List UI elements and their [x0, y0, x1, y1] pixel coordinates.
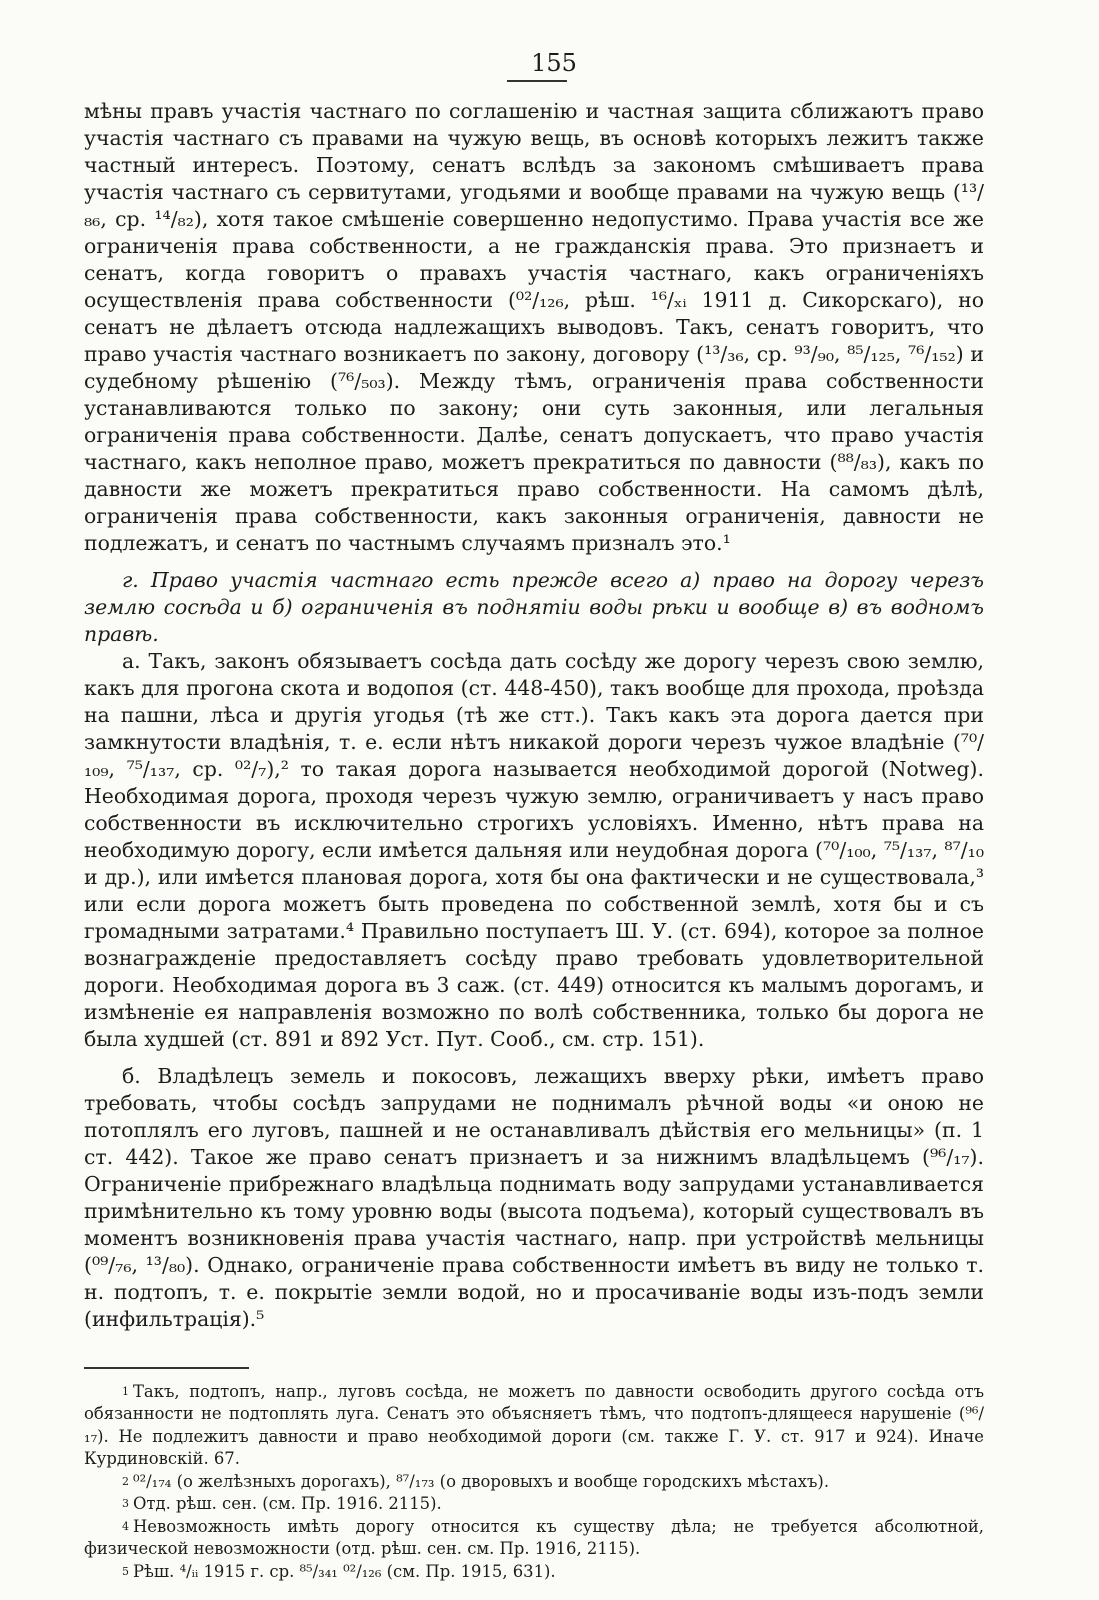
footnote-5: [84, 1561, 984, 1584]
footnote-text: Такъ, подтопъ, напр., луговъ сосѣда, не можетъ по давности освободить другого сосѣда отъ обязанности не подтоплять луга. Сенатъ это объясняетъ тѣмъ, что подтопъ-длящееся нарушеніе (⁹⁶/₁₇). Не подлежитъ давности и право необходимой дороги (см. также Г. У. ст. 917 и 924). Иначе Курдиновскій. 67.: [84, 1381, 984, 1468]
footnote-3: [84, 1493, 984, 1516]
footnote-2: [84, 1471, 984, 1494]
footnote-mark: 5: [122, 1564, 129, 1578]
paragraph-italic-heading: г. Право участія частнаго есть прежде всего а) право на дорогу черезъ землю сосѣда и б) ограниченія въ поднятіи воды рѣки и вообще в) въ водномъ правѣ.: [84, 568, 984, 646]
footnote-mark: 4: [122, 1519, 129, 1533]
footnote-mark: 1: [122, 1384, 129, 1398]
footnote-text: ⁰²/₁₇₄ (о желѣзныхъ дорогахъ), ⁸⁷/₁₇₃ (о дворовыхъ и вообще городскихъ мѣстахъ).: [133, 1471, 830, 1491]
footnote-text: Невозможность имѣть дорогу относится къ существу дѣла; не требуется абсолютной, физической невозможности (отд. рѣш. сен. см. Пр. 1916, 2115).: [84, 1516, 984, 1558]
footnote-divider: [84, 1367, 249, 1369]
page-number: 155: [531, 49, 577, 77]
footnotes: [84, 1381, 984, 1584]
paragraph: а. Такъ, законъ обязываетъ сосѣда дать сосѣду же дорогу черезъ свою землю, какъ для прогона скота и водопоя (ст. 448-450), такъ вообще для прохода, проѣзда на пашни, лѣса и другія угодья (тѣ же стт.). Такъ какъ эта дорога дается при замкнутости владѣнія, т. е. если нѣтъ никакой дороги черезъ чужое владѣніе (⁷⁰/₁₀₉, ⁷⁵/₁₃₇, ср. ⁰²/₇),² то такая дорога называется необходимой дорогой (Notweg). Необходимая дорога, проходя черезъ чужую землю, ограничиваетъ у насъ право собственности въ исключительно строгихъ условіяхъ. Именно, нѣтъ права на необходимую дорогу, если имѣется дальняя или неудобная дорога (⁷⁰/₁₀₀, ⁷⁵/₁₃₇, ⁸⁷/₁₀ и др.), или имѣется плановая дорога, хотя бы она фактически и не существовала,³ или если дорога можетъ быть проведена по собственной землѣ, хотя бы и съ громадными затратами.⁴ Правильно поступаетъ Ш. У. (ст. 694), которое за полное вознагражденіе предоставляетъ сосѣду право требовать удовлетворительной дороги. Необходимая дорога въ 3 саж. (ст. 449) относится къ малымъ дорогамъ, и измѣненіе ея направленія возможно по волѣ собственника, только бы дорога не была худшей (ст. 891 и 892 Уст. Пут. Сооб., см. стр. 151).: [84, 649, 984, 1051]
footnote-mark: 3: [122, 1497, 129, 1510]
footnote-text: Рѣш. ⁴/ᵢᵢ 1915 г. ср. ⁸⁵/₃₄₁ ⁰²/₁₂₆ (см. Пр. 1915, 631).: [133, 1561, 556, 1581]
paragraph: мѣны правъ участія частнаго по соглашенію и частная защита сближаютъ право участія частнаго съ правами на чужую вещь, въ основѣ которыхъ лежитъ также частный интересъ. Поэтому, сенатъ вслѣдъ за закономъ смѣшиваетъ права участія частнаго съ сервитутами, угодьями и вообще правами на чужую вещь (¹³/₈₆, ср. ¹⁴/₈₂), хотя такое смѣшеніе совершенно недопустимо. Права участія все же ограниченія права собственности, а не гражданскія права. Это признаетъ и сенатъ, когда говоритъ о правахъ участія частнаго, какъ ограниченіяхъ осуществленія права собственности (⁰²/₁₂₆, рѣш. ¹⁶/ₓᵢ 1911 д. Сикорскаго), но сенатъ не дѣлаетъ отсюда надлежащихъ выводовъ. Такъ, сенатъ говоритъ, что право участія частнаго возникаетъ по закону, договору (¹³/₃₆, ср. ⁹³/₉₀, ⁸⁵/₁₂₅, ⁷⁶/₁₅₂) и судебному рѣшенію (⁷⁶/₅₀₃). Между тѣмъ, ограниченія права собственности устанавливаются только по закону; они суть законныя, или легальныя ограниченія права собственности. Далѣе, сенатъ допускаетъ, что право участія частнаго, какъ неполное право, можетъ прекратиться по давности (⁸⁸/₈₃), какъ по давности же можетъ прекратиться право собственности. На самомъ дѣлѣ, ограниченія права собственности, какъ законныя ограниченія, давности не подлежатъ, и сенатъ по частнымъ случаямъ призналъ это.¹: [84, 99, 984, 555]
footnote-1: [84, 1381, 984, 1471]
footnote-4: [84, 1516, 984, 1561]
document-page: [84, 48, 984, 1583]
body-text: [84, 98, 984, 1333]
footnote-text: Отд. рѣш. сен. (см. Пр. 1916. 2115).: [133, 1494, 442, 1513]
paragraph: б. Владѣлецъ земель и покосовъ, лежащихъ вверху рѣки, имѣетъ право требовать, чтобы сосѣдъ запрудами не поднималъ рѣчной воды «и оною не потоплялъ его луговъ, пашней и не останавливалъ дѣйствія его мельницы» (п. 1 ст. 442). Такое же право сенатъ признаетъ и за нижнимъ владѣльцемъ (⁹⁶/₁₇). Ограниченіе прибрежнаго владѣльца поднимать воду запрудами устанавливается примѣнительно къ тому уровню воды (высота подъема), который существовалъ въ моментъ возникновенія права участія частнаго, напр. при устройствѣ мельницы (⁰⁹/₇₆, ¹³/₈₀). Однако, ограниченіе права собственности имѣетъ въ виду не только т. н. подтопъ, т. е. покрытіе земли водой, но и просачиваніе воды изъ-подъ земли (инфильтрація).⁵: [84, 1064, 984, 1331]
footnote-mark: 2: [122, 1474, 129, 1488]
page-number-underline: [507, 80, 567, 82]
